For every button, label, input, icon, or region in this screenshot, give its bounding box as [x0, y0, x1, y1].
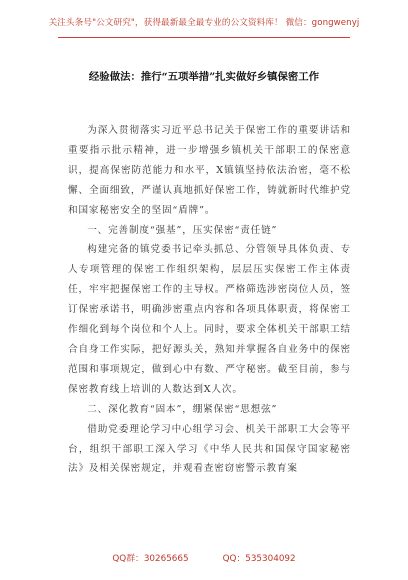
header-divider	[58, 37, 350, 38]
paragraph-intro: 为深入贯彻落实习近平总书记关于保密工作的重要讲话和重要指示批示精神，进一步增强乡镇机关干部职工的保密意识，提高保密防范能力和水平，X镇镇坚持依法治密，毫不松懈、全面细致，严谨认真地抓好保密工作，铸就新时代维护党和国家秘密安全的坚固“盾牌”。	[68, 125, 351, 216]
section-heading-2: 二、深化教育“固本”，绷紧保密“思想弦”	[87, 403, 278, 415]
document-body	[68, 121, 351, 479]
paragraph-section-2: 借助党委理论学习中心组学习会、机关干部职工大会等平台，组织干部职工深入学习《中华人民共和国保守国家秘密法》及相关保密规定，并观看查密窃密警示教育案	[68, 423, 351, 475]
footer-qq: QQ：535304092	[222, 554, 296, 564]
document-title: 经验做法：推行“五项举措”扎实做好乡镇保密工作	[88, 71, 320, 83]
section-heading-1: 一、完善制度“强基”，压实保密“责任链”	[87, 224, 278, 236]
paragraph-section-1: 构建完备的镇党委书记牵头抓总、分管领导具体负责、专人专项管理的保密工作组织架构，层层压实保密工作主体责任，牢牢把握保密工作的主导权。严格筛选涉密岗位人员，签订保密承诺书，明确涉密重点内容和各项具体职责，将保密工作细化到每个岗位和个人上。同时，要求全体机关干部职工结合自身工作实际，把好源头关，熟知并掌握各自业务中的保密范围和事项规定，做到心中有数、严守秘密。截至目前，参与保密教育线上培训的人数达到X人次。	[68, 244, 351, 395]
header-banner: 关注头条号"公文研究"，获得最新最全最专业的公文资料库！ 微信：gongwenyj	[48, 18, 360, 28]
footer-qq-group: QQ群：30265665	[112, 554, 189, 564]
footer-contacts	[0, 551, 408, 564]
